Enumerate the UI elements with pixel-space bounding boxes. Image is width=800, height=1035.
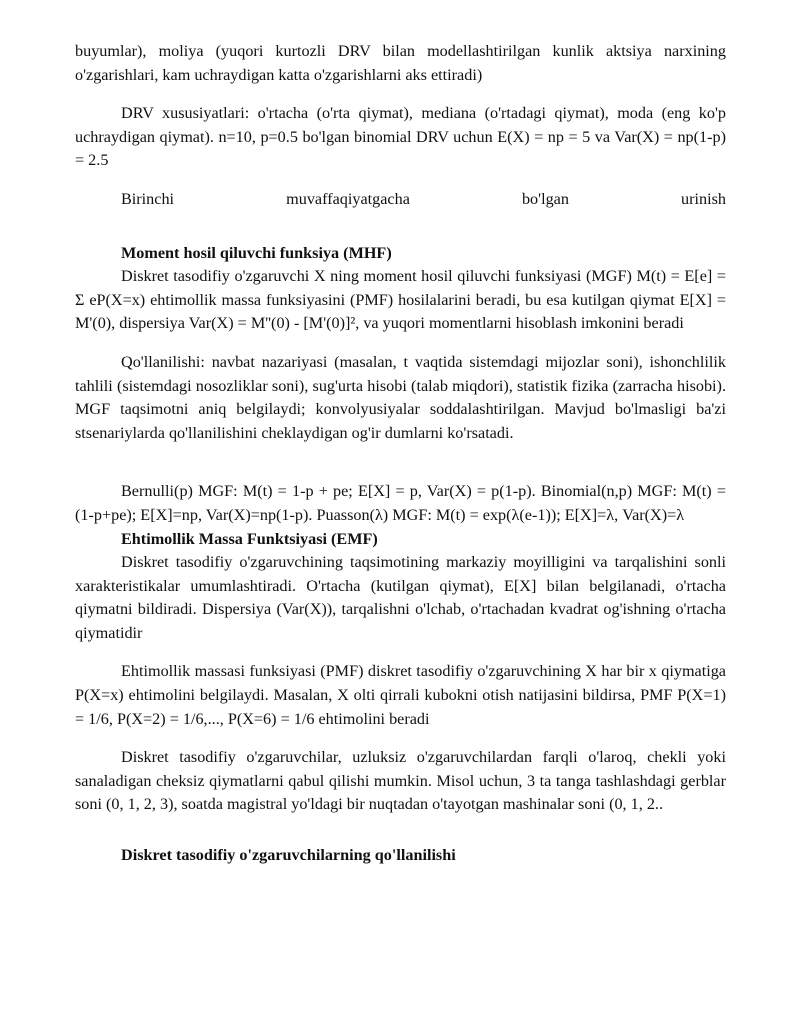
paragraph-mgf-formulas: Bernulli(p) MGF: M(t) = 1-p + pe; E[X] = p, Var(X) = p(1-p). Binomial(n,p) MGF: M(t) = (1-p+pe); E[X]=np, Var(X)=np(1-p). Puasson(λ) MGF: M(t) = exp(λ(e-1)); E[X]=λ, Var(X)=λ bbox=[75, 482, 726, 524]
paragraph-numeric-characteristics: Diskret tasodifiy o'zgaruvchining taqsimotining markaziy moyilligini va tarqalishini sonli xarakteristikalar umumlashtiradi. O'rtacha (kutilgan qiymat), E[X] bilan belgilanadi, o'rtacha qiymatni bildiradi. Dispersiya (Var(X)), tarqalishni o'lchab, o'rtachadan kvadrat og'ishning o'rtacha qiymatidir bbox=[75, 553, 726, 642]
heading-mgf: Moment hosil qiluvchi funksiya (MHF) bbox=[121, 243, 392, 262]
paragraph-mgf-definition: Diskret tasodifiy o'zgaruvchi X ning moment hosil qiluvchi funksiyasi (MGF) M(t) = E[e] = Σ eP(X=x) ehtimollik massa funksiyasini (PMF) hosilalarini beradi, bu esa kutilgan qiymat E[X] = M'(0), dispersiya Var(X) = M''(0) - [M'(0)]², va yuqori momentlarni hisoblash imkonini beradi bbox=[75, 267, 726, 333]
document-page bbox=[75, 40, 726, 868]
heading-pmf: Ehtimollik Massa Funktsiyasi (EMF) bbox=[121, 529, 378, 548]
paragraph-finance-example: buyumlar), moliya (yuqori kurtozli DRV bilan modellashtirilgan kunlik aktsiya narxining o'zgarishlari, kam uchraydigan katta o'zgarishlarni aks ettiradi) bbox=[75, 42, 726, 84]
paragraph-first-success: Birinchi muvaffaqiyatgacha bo'lgan urinish bbox=[121, 189, 726, 208]
paragraph-discrete-variables: Diskret tasodifiy o'zgaruvchilar, uzluksiz o'zgaruvchilardan farqli o'laroq, chekli yoki sanaladigan cheksiz qiymatlarni qabul qilishi mumkin. Misol uchun, 3 ta tanga tashlashdagi gerblar soni (0, 1, 2, 3), soatda magistral yo'ldagi bir nuqtadan o'tayotgan mashinalar soni (0, 1, 2.. bbox=[75, 748, 726, 814]
paragraph-applications: Qo'llanilishi: navbat nazariyasi (masalan, t vaqtida sistemdagi mijozlar soni), ishonchlilik tahlili (sistemdagi nosozliklar soni), sug'urta hisobi (talab miqdori), statistik fizika (zarracha hisobi). MGF taqsimotni aniq belgilaydi; konvolyusiyalar soddalashtirilgan. Mavjud bo'lmasligi ba'zi stsenariylarda qo'llanilishini cheklaydigan og'ir dumlarni ko'rsatadi. bbox=[75, 352, 726, 442]
paragraph-pmf-definition: Ehtimollik massasi funksiyasi (PMF) diskret tasodifiy o'zgaruvchining X har bir x qiymatiga P(X=x) ehtimolini belgilaydi. Masalan, X olti qirrali kubokni otish natijasini bildirsa, PMF P(X=1) = 1/6, P(X=2) = 1/6,..., P(X=6) = 1/6 ehtimolini beradi bbox=[75, 662, 726, 728]
heading-applications: Diskret tasodifiy o'zgaruvchilarning qo'llanilishi bbox=[121, 846, 456, 865]
paragraph-drv-properties: DRV xususiyatlari: o'rtacha (o'rta qiymat), mediana (o'rtadagi qiymat), moda (eng ko'p uchraydigan qiymat). n=10, p=0.5 bo'lgan binomial DRV uchun E(X) = np = 5 va Var(X) = np(1-p) = 2.5 bbox=[75, 104, 726, 170]
